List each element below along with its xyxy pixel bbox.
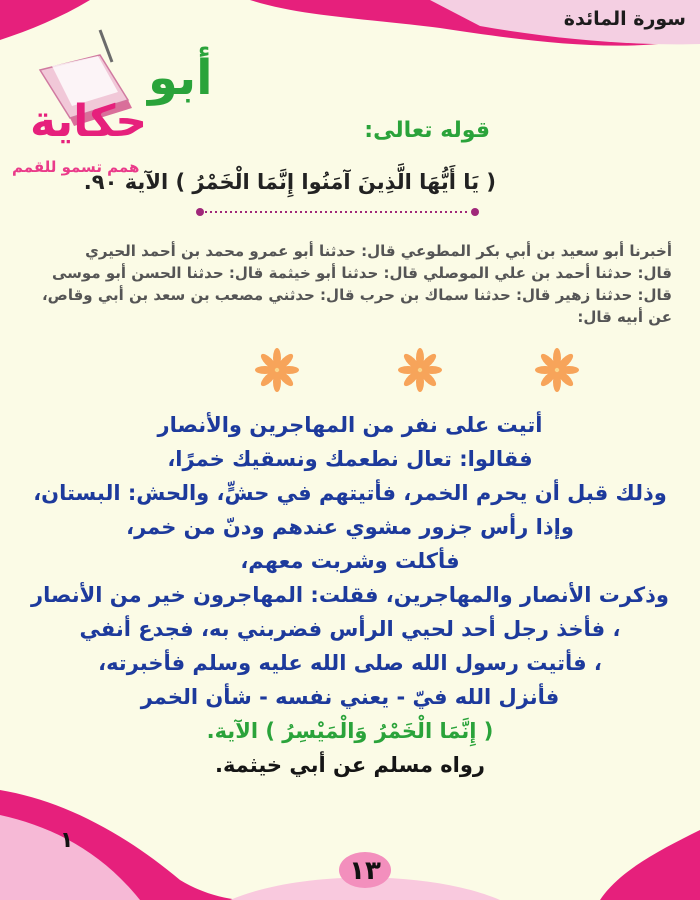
story-line: ، فأتيت رسول الله صلى الله عليه وسلم فأخبرته، xyxy=(98,651,602,675)
story-line: فأنزل الله فيّ - يعني نفسه - شأن الخمر xyxy=(140,685,560,709)
story-block xyxy=(20,408,680,782)
narration-source: رواه مسلم عن أبي خيثمة. xyxy=(214,753,486,777)
logo-line2: حكاية xyxy=(30,96,148,147)
flower-ornament xyxy=(535,348,579,392)
story-line: فقالوا: تعال نطعمك ونسقيك خمرًا، xyxy=(167,447,533,471)
flower-ornament xyxy=(255,348,299,392)
story-line: ، فأخذ رجل أحد لحيي الرأس فضربني به، فجدع أنفي xyxy=(79,617,621,641)
story-line: أتيت على نفر من المهاجرين والأنصار xyxy=(157,413,543,437)
story-line: وذكرت الأنصار والمهاجرين، فقلت: المهاجرون خير من الأنصار xyxy=(31,583,669,607)
isnad-line: أخبرنا أبو سعيد بن أبي بكر المطوعي قال: حدثنا أبو عمرو محمد بن أحمد الحيري xyxy=(85,242,672,260)
page-number: ١٣ xyxy=(349,856,381,886)
surah-title: سورة المائدة xyxy=(563,8,686,30)
side-mark: ١ xyxy=(60,828,74,853)
bottom-right-shape xyxy=(600,830,700,900)
flower-ornament xyxy=(398,348,442,392)
isnad-line: قال: حدثنا زهير قال: حدثنا سماك بن حرب قال: حدثني مصعب بن سعد بن أبي وقاص، xyxy=(41,286,672,304)
isnad-line: عن أبيه قال: xyxy=(577,308,672,326)
story-line: وذلك قبل أن يحرم الخمر، فأتيتهم في حشٍّ، والحش: البستان، xyxy=(33,481,667,505)
top-left-corner xyxy=(0,0,90,40)
divider-line xyxy=(196,208,479,216)
isnad-block xyxy=(22,240,672,328)
story-line: وإذا رأس جزور مشوي عندهم ودنّ من خمر، xyxy=(126,515,574,539)
story-line: فأكلت وشربت معهم، xyxy=(240,549,460,573)
isnad-line: قال: حدثنا أحمد بن علي الموصلي قال: حدثنا أبو خيثمة قال: حدثنا الحسن أبو موسى xyxy=(51,264,672,282)
quran-citation: ( إِنَّمَا الْخَمْرُ وَالْمَيْسِرُ ) الآية. xyxy=(206,719,494,743)
logo-line1: أبو xyxy=(148,50,213,106)
verse-text: ( يَا أَيُّهَا الَّذِينَ آمَنُوا إِنَّمَا الْخَمْرُ ) الآية ٩٠. xyxy=(83,170,496,194)
verse-intro: قوله تعالى: xyxy=(364,118,490,143)
logo-tagline: همم تسمو للقمم xyxy=(12,158,140,176)
